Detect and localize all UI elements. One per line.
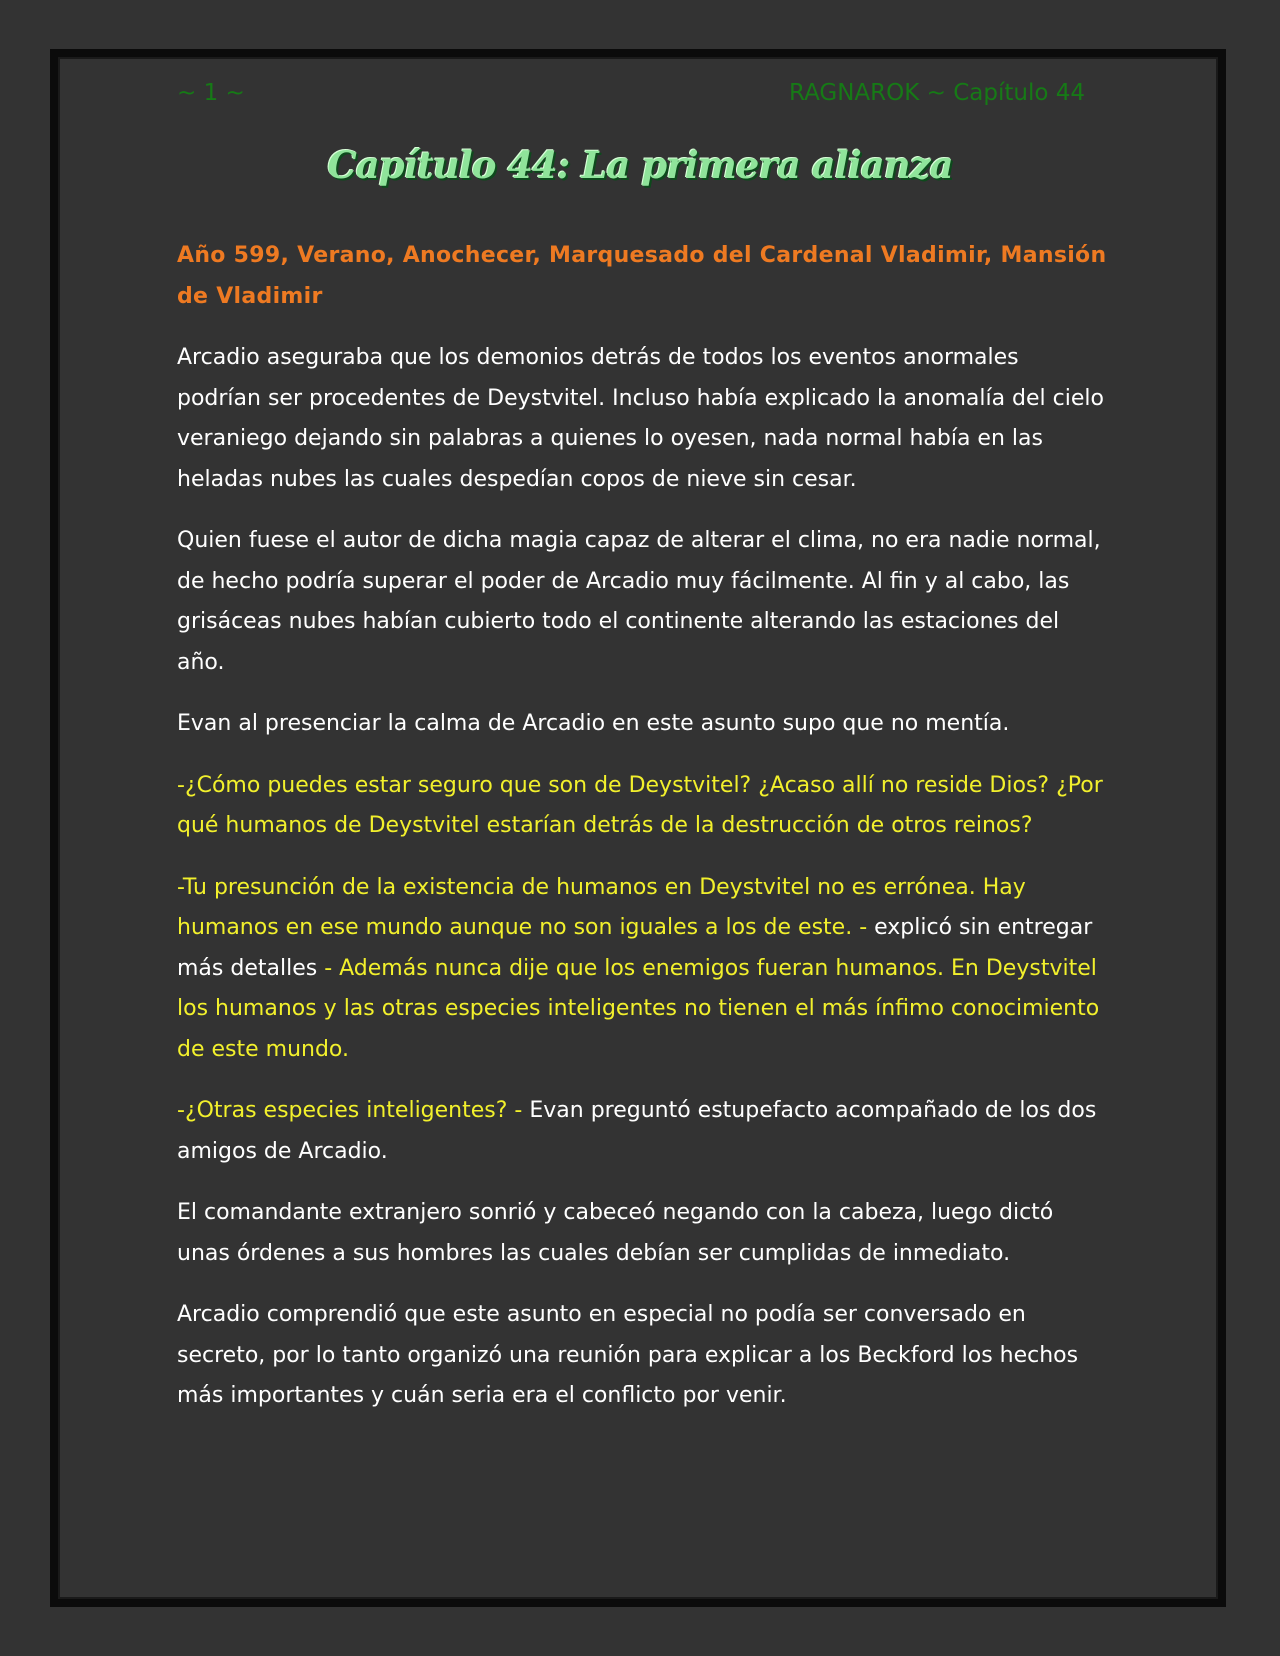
dialogue-speech: -Tu presunción de la existencia de humanos en Deystvitel no es errónea. Hay humanos en ese mundo aunque no son iguales a los de este. - <box>177 874 1026 940</box>
page-number: ~ 1 ~ <box>177 80 245 106</box>
running-header <box>177 80 1085 110</box>
dialogue-narration: Evan preguntó estupefacto acompañado de los dos amigos de Arcadio. <box>177 1098 1097 1164</box>
document-body <box>177 236 1107 1438</box>
paragraph-8: Arcadio comprendió que este asunto en especial no podía ser conversado en secreto, por lo tanto organizó una reunión para explicar a los Beckford los hechos más importantes y cuán seria era el conflicto por venir. <box>177 1302 1079 1408</box>
paragraph-7: El comandante extranjero sonrió y cabeceó negando con la cabeza, luego dictó unas órdenes a sus hombres las cuales debían ser cumplidas de inmediato. <box>177 1200 1054 1266</box>
dialogue-narration: explicó sin entregar más detalles <box>177 915 1093 981</box>
paragraph-1: Arcadio aseguraba que los demonios detrás de todos los eventos anormales podrían ser procedentes de Deystvitel. Incluso había explicado la anomalía del cielo veraniego dejando sin palabras a quienes lo oyesen, nada normal había en las heladas nubes las cuales despedían copos de nieve sin cesar. <box>177 345 1104 492</box>
paragraph-6 <box>177 1091 1107 1172</box>
paragraph-3: Evan al presenciar la calma de Arcadio en este asunto supo que no mentía. <box>177 711 1010 736</box>
paragraph-2: Quien fuese el autor de dicha magia capaz de alterar el clima, no era nadie normal, de hecho podría superar el poder de Arcadio muy fácilmente. Al fin y al cabo, las grisáceas nubes habían cubierto todo el continente alterando las estaciones del año. <box>177 528 1101 675</box>
dialogue-speech: - Además nunca dije que los enemigos fueran humanos. En Deystvitel los humanos y las otras especies inteligentes no tienen el más ínfimo conocimiento de este mundo. <box>177 955 1100 1062</box>
chapter-title: Capítulo 44: La primera alianza <box>327 143 953 187</box>
dialogue-paragraph-4: -¿Cómo puedes estar seguro que son de Deystvitel? ¿Acaso allí no reside Dios? ¿Por qué humanos de Deystvitel estarían detrás de la destrucción de otros reinos? <box>177 772 1103 838</box>
dialogue-speech: -¿Otras especies inteligentes? - <box>177 1098 523 1123</box>
paragraph-5 <box>177 868 1107 1071</box>
running-title: RAGNAROK ~ Capítulo 44 <box>789 80 1085 106</box>
scene-heading: Año 599, Verano, Anochecer, Marquesado del Cardenal Vladimir, Mansión de Vladimir <box>177 243 1107 309</box>
